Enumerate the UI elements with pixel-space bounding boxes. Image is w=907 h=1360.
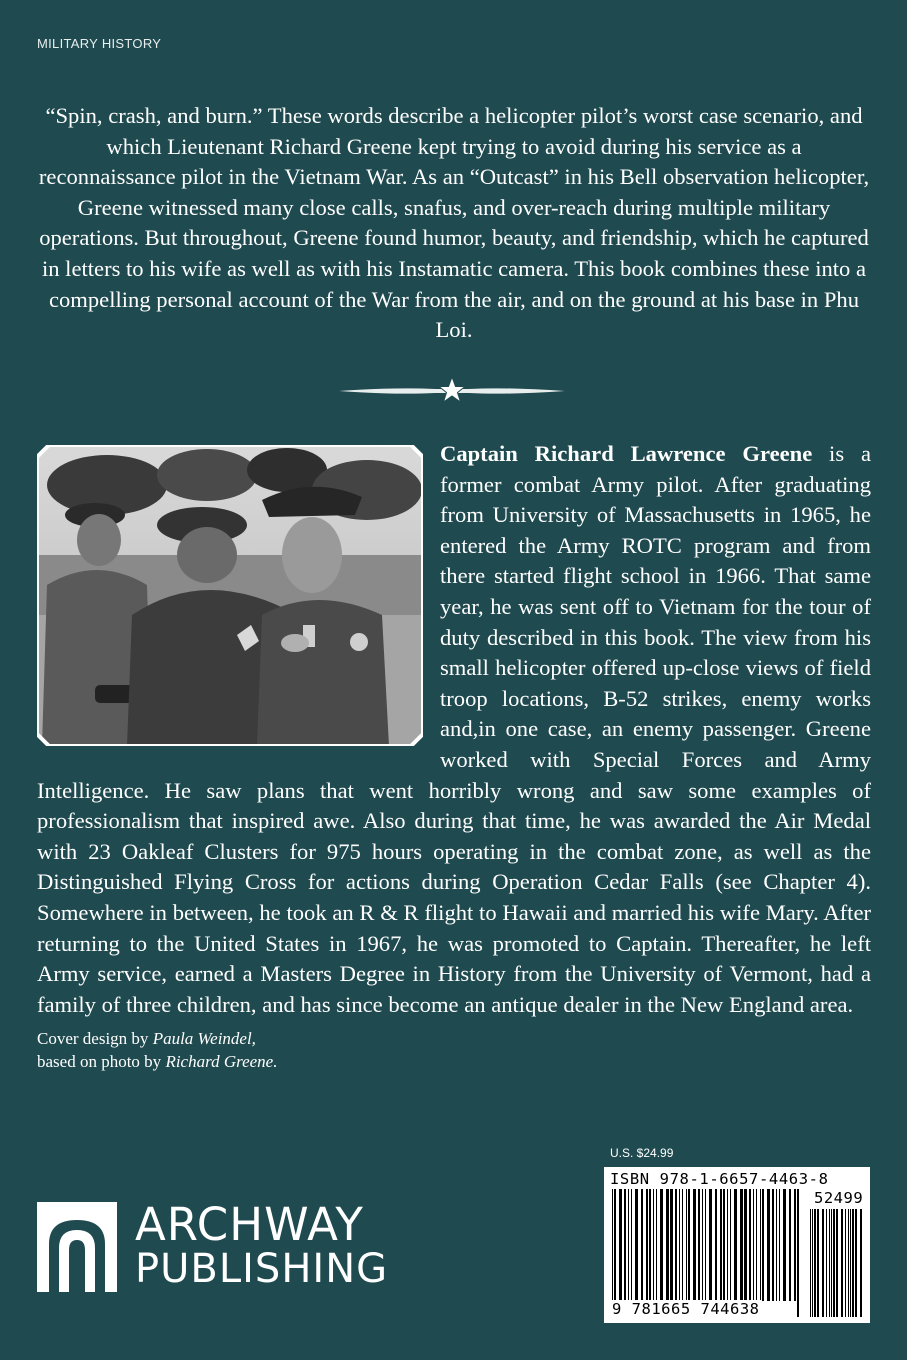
barcode-bar xyxy=(646,1189,648,1301)
barcode-bar xyxy=(753,1189,754,1301)
barcode-digits: 9 781665 744638 xyxy=(612,1300,760,1318)
barcode-bar xyxy=(686,1189,687,1301)
barcode-bar xyxy=(628,1189,629,1301)
barcode-bar xyxy=(740,1189,743,1301)
barcode-bar xyxy=(670,1189,673,1301)
barcode-bar xyxy=(730,1189,731,1301)
barcode-bar xyxy=(814,1209,816,1317)
barcode-bar xyxy=(831,1209,832,1317)
barcode-bar xyxy=(850,1209,851,1317)
author-bio xyxy=(37,439,871,1020)
barcode-bar xyxy=(698,1189,700,1301)
barcode-bar xyxy=(762,1189,764,1301)
barcode-bar xyxy=(688,1189,690,1301)
barcode-bar xyxy=(789,1189,791,1301)
isbn-number: ISBN 978-1-6657-4463-8 xyxy=(610,1170,829,1188)
barcode-bar xyxy=(612,1189,613,1317)
barcode-bar xyxy=(841,1209,843,1317)
barcode-bar xyxy=(829,1209,830,1317)
cover-credit xyxy=(37,1027,277,1073)
barcode-bar xyxy=(619,1189,622,1301)
barcode-bar xyxy=(779,1189,780,1301)
barcode-bar xyxy=(776,1189,777,1301)
barcode-bar xyxy=(723,1189,725,1301)
barcode-bar xyxy=(860,1209,862,1317)
barcode-bar xyxy=(679,1189,680,1301)
barcode-bar xyxy=(720,1189,722,1301)
barcode-bar xyxy=(705,1189,706,1317)
barcode-bar xyxy=(836,1209,838,1317)
author-bio-text: is a former combat Army pilot. After graduating from University of Massachusetts in 1965, he entered the Army ROTC program and from there started flight school in 1966. That same year, he was sent off to Vietnam for the tour of duty described in this book. The view from his small helicopter offered up-close views of field troop locations, B-52 strikes, enemy works and,in one case, an enemy passenger. Greene worked with Special Forces and Army Intelligence. He saw plans that went horribly wrong and saw some examples of professionalism that inspired awe. Also during that time, he was awarded the Air Medal with 23 Oakleaf Clusters for 975 hours operating in the combat zone, as well as the Distinguished Flying Cross for actions during Operation Cedar Falls (see Chapter 4). Somewhere in between, he took an R & R flight to Hawaii and married his wife Mary. After returning to the United States in 1967, he was promoted to Captain. Thereafter, he left Army service, earned a Masters Degree in History from the University of Vermont, had a family of three children, and has since become an antique dealer in the New England area. xyxy=(37,441,871,1017)
barcode-bar xyxy=(817,1209,819,1317)
barcode-bar xyxy=(624,1189,626,1301)
publisher-logo xyxy=(37,1198,437,1297)
star-divider-icon xyxy=(337,374,567,408)
barcode-bar xyxy=(675,1189,677,1301)
designer-name: Paula Weindel, xyxy=(152,1029,256,1048)
back-cover-blurb: “Spin, crash, and burn.” These words describe a helicopter pilot’s worst case scenario, and which Lieutenant Richard Greene kept trying to avoid during his service as a reconnaissance pilot in the Vietnam War. As an “Outcast” in his Bell observation helicopter, Greene witnessed many close calls, snafus, and over-reach during multiple military operations. But throughout, Greene found humor, beauty, and friendship, which he captured in letters to his wife as well as with his Instamatic camera. This book combines these into a compelling personal account of the War from the air, and on the ground at his base in Phu Loi. xyxy=(38,103,870,343)
barcode-bar xyxy=(760,1189,761,1301)
barcode-bar xyxy=(727,1189,728,1301)
barcode-bar xyxy=(635,1189,638,1301)
barcode-bar xyxy=(709,1189,712,1317)
barcode-bar xyxy=(702,1189,703,1301)
barcode-bar xyxy=(660,1189,663,1301)
photo-float-space xyxy=(37,439,440,745)
price-label: U.S. $24.99 xyxy=(610,1146,674,1160)
barcode-bar xyxy=(826,1209,827,1317)
barcode-bar xyxy=(767,1189,770,1301)
barcode-bar xyxy=(653,1189,654,1301)
photo-credit-prefix: based on photo by xyxy=(37,1052,166,1071)
photographer-name: Richard Greene. xyxy=(165,1052,278,1071)
barcode-bar xyxy=(772,1189,774,1301)
barcode-bar xyxy=(649,1189,651,1301)
archway-arch-icon xyxy=(37,1202,117,1292)
barcode-bar xyxy=(822,1209,824,1317)
author-name: Captain Richard Lawrence Greene xyxy=(440,441,813,466)
barcode-bar xyxy=(641,1189,643,1301)
publisher-name-line1: ARCHWAY xyxy=(135,1198,364,1251)
barcode-bar xyxy=(833,1209,835,1317)
barcode-bar xyxy=(614,1189,616,1317)
barcode-bar xyxy=(852,1209,854,1317)
barcode-bar xyxy=(693,1189,696,1301)
barcode-bar xyxy=(797,1189,799,1317)
publisher-name-line2: PUBLISHING xyxy=(135,1246,389,1292)
barcode-bar xyxy=(848,1209,849,1317)
barcode-bar xyxy=(749,1189,751,1301)
credit-prefix: Cover design by xyxy=(37,1029,153,1048)
barcode-bar xyxy=(845,1209,846,1317)
barcode-bar xyxy=(666,1189,669,1301)
barcode-bar xyxy=(783,1189,786,1301)
barcode-bar xyxy=(756,1189,757,1301)
barcode-bar xyxy=(812,1209,813,1317)
barcode-bar xyxy=(682,1189,683,1301)
barcode-bar xyxy=(734,1189,737,1301)
barcode-bar xyxy=(810,1209,811,1317)
barcode-bar xyxy=(631,1189,632,1301)
barcode-bar xyxy=(855,1209,857,1317)
barcode-bar xyxy=(794,1189,796,1301)
category-label: MILITARY HISTORY xyxy=(37,36,162,51)
barcode-bar xyxy=(715,1189,717,1301)
barcode-addon: 52499 xyxy=(814,1189,864,1207)
barcode-bar xyxy=(656,1189,657,1301)
isbn-barcode xyxy=(604,1167,870,1323)
barcode-bar xyxy=(744,1189,747,1301)
